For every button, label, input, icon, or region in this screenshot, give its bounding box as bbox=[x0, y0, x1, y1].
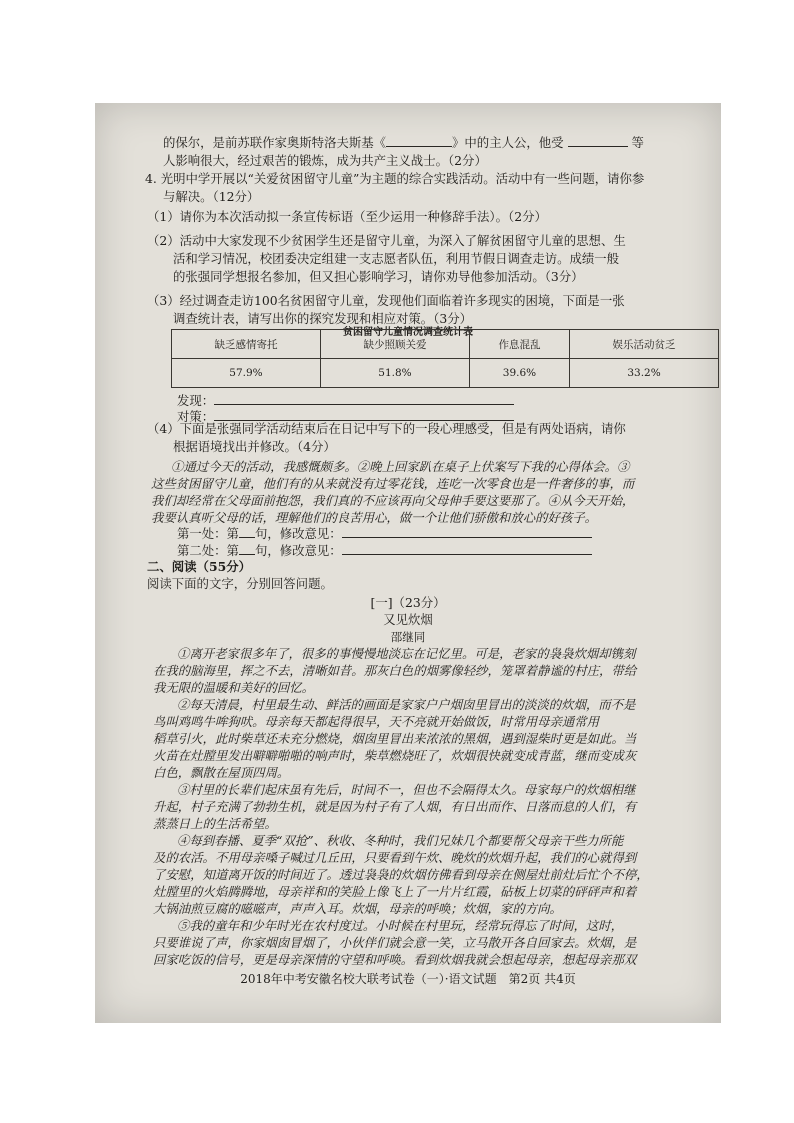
text-line: 调查统计表，请写出你的探究发现和相应对策。（3分） bbox=[173, 311, 473, 326]
passage-text: 只要谁说了声，你家烟囱冒烟了，小伙伴们就会意一笑，立马散开各自回家去。炊烟，是 bbox=[153, 935, 637, 950]
answer-line-first: 第一处：第 句，修改意见： bbox=[95, 526, 721, 542]
passage-text: 蒸蒸日上的生活希望。 bbox=[153, 816, 277, 831]
answer-line-second: 第二处：第 句，修改意见： bbox=[95, 543, 721, 559]
passage-text: ②每天清晨，村里最生动、鲜活的画面是家家户户烟囱里冒出的淡淡的炊烟，而不是 bbox=[177, 697, 636, 712]
table-cell: 57.9% bbox=[172, 359, 321, 388]
passage-text: 灶膛里的火焰腾腾地，母亲祥和的笑脸上像飞上了一片片红霞，砧板上切菜的砰砰声和着 bbox=[153, 884, 637, 899]
passage-text: ①离开老家很多年了，很多的事慢慢地淡忘在记忆里。可是，老家的袅袅炊烟却镌刻 bbox=[177, 646, 636, 661]
section-heading: 二、阅读（55分） bbox=[147, 559, 251, 574]
text-line: 活和学习情况，校团委决定组建一支志愿者队伍，利用节假日调查走访。成绩一般 bbox=[173, 251, 620, 266]
diary-text: 我要认真听父母的话，理解他们的良苦用心，做一个让他们骄傲和放心的好孩子。 bbox=[151, 510, 598, 525]
exam-sheet bbox=[95, 103, 721, 1023]
text-line: 人影响很大，经过艰苦的锻炼，成为共产主义战士。（2分） bbox=[163, 153, 487, 168]
table-header: 缺乏感情寄托 bbox=[172, 330, 321, 359]
answer-line-discovery: 发现： bbox=[95, 393, 721, 409]
passage-text: 及的农活。不用母亲嗓子喊过几丘田，只要看到午炊、晚炊的炊烟升起，我们的心就得到 bbox=[153, 850, 637, 865]
survey-table bbox=[171, 329, 719, 388]
passage-text: ④每到春播、夏季“双抢”、秋收、冬种时，我们兄妹几个都要帮父母亲干些力所能 bbox=[177, 833, 624, 848]
passage-number: [一]（23分） bbox=[370, 595, 446, 610]
passage-title: 又见炊烟 bbox=[383, 612, 433, 627]
passage-text: 回家吃饭的信号，更是母亲深情的守望和呼唤。看到炊烟我就会想起母亲，想起母亲那双 bbox=[153, 952, 637, 967]
table-header: 缺少照顾关爱 bbox=[320, 330, 469, 359]
sub-question-2: （2）活动中大家发现不少贫困学生还是留守儿童，为深入了解贫困留守儿童的思想、生 bbox=[147, 233, 626, 248]
table-header: 作息混乱 bbox=[469, 330, 569, 359]
diary-text: ①通过今天的活动，我感慨颇多。②晚上回家趴在桌子上伏案写下我的心得体会。③ bbox=[171, 459, 630, 474]
sub-question-1: （1）请你为本次活动拟一条宣传标语（至少运用一种修辞手法）。（2分） bbox=[147, 209, 547, 224]
passage-text: 在我的脑海里，挥之不去，清晰如昔。那灰白色的烟雾像轻纱，笼罩着静谧的村庄，带给 bbox=[153, 663, 637, 678]
passage-text: ⑤我的童年和少年时光在农村度过。小时候在村里玩，经常玩得忘了时间，这时， bbox=[177, 918, 624, 933]
diary-text: 这些贫困留守儿童，他们有的从来就没有过零花钱，连吃一次零食也是一件奢侈的事，而 bbox=[151, 476, 635, 491]
table-title: 贫困留守儿童情况调查统计表 bbox=[343, 327, 473, 338]
table-cell: 39.6% bbox=[469, 359, 569, 388]
instruction: 阅读下面的文字，分别回答问题。 bbox=[147, 576, 333, 591]
page-footer: 2018年中考安徽名校大联考试卷（一）·语文试题 第2页 共4页 bbox=[240, 972, 576, 986]
passage-text: 大锅油煎豆腐的嗞嗞声，声声入耳。炊烟，母亲的呼唤；炊烟，家的方向。 bbox=[153, 901, 562, 916]
table-header: 娱乐活动贫乏 bbox=[570, 330, 719, 359]
passage-author: 邵继同 bbox=[390, 630, 426, 644]
sub-question-4: （4）下面是张强同学活动结束后在日记中写下的一段心理感受，但是有两处语病，请你 bbox=[147, 421, 626, 436]
table-row bbox=[172, 359, 719, 388]
passage-text: 我无限的温暖和美好的回忆。 bbox=[153, 680, 315, 695]
passage-text: 稻草引火，此时柴草还未充分燃烧，烟囱里冒出来浓浓的黑烟，遇到湿柴时更是如此。当 bbox=[153, 731, 637, 746]
text-line: 与解决。（12分） bbox=[163, 189, 260, 204]
text-line: 的张强同学想报名参加，但又担心影响学习，请你劝导他参加活动。（3分） bbox=[173, 269, 584, 284]
table-cell: 51.8% bbox=[320, 359, 469, 388]
question-4: 4. 光明中学开展以“关爱贫困留守儿童”为主题的综合实践活动。活动中有一些问题，请你参 bbox=[145, 171, 645, 186]
text-line: 的保尔，是前苏联作家奥斯特洛夫斯基《 》中的主人公，他受 等 bbox=[163, 135, 644, 150]
passage-text: ③村里的长辈们起床虽有先后，时间不一，但也不会隔得太久。母家每户的炊烟相继 bbox=[177, 782, 636, 797]
sub-question-3: （3）经过调查走访100名贫困留守儿童，发现他们面临着许多现实的困境，下面是一张 bbox=[147, 293, 625, 308]
answer-line-countermeasure: 对策： bbox=[95, 409, 721, 425]
table-cell: 33.2% bbox=[570, 359, 719, 388]
passage-text: 升起，村子充满了勃勃生机，就是因为村子有了人烟，有日出而作、日落而息的人们，有 bbox=[153, 799, 637, 814]
passage-text: 白色，飘散在屋顶四周。 bbox=[153, 765, 290, 780]
passage-text: 鸟叫鸡鸣牛哞狗吠。母亲每天都起得很早，天不亮就开始做饭，时常用母亲通常用 bbox=[153, 714, 600, 729]
passage-text: 了安慰，知道离开饭的时间近了。透过袅袅的炊烟仿佛看到母亲在侧屋灶前灶后忙个不停， bbox=[153, 867, 649, 882]
diary-text: 我们却经常在父母面前抱怨，我们真的不应该再向父母伸手要这要那了。④从今天开始， bbox=[151, 493, 635, 508]
text-line: 根据语境找出并修改。（4分） bbox=[173, 439, 336, 454]
passage-text: 火苗在灶膛里发出噼噼啪啪的响声时，柴草燃烧旺了，炊烟很快就变成青蓝，继而变成灰 bbox=[153, 748, 637, 763]
table-row bbox=[172, 330, 719, 359]
